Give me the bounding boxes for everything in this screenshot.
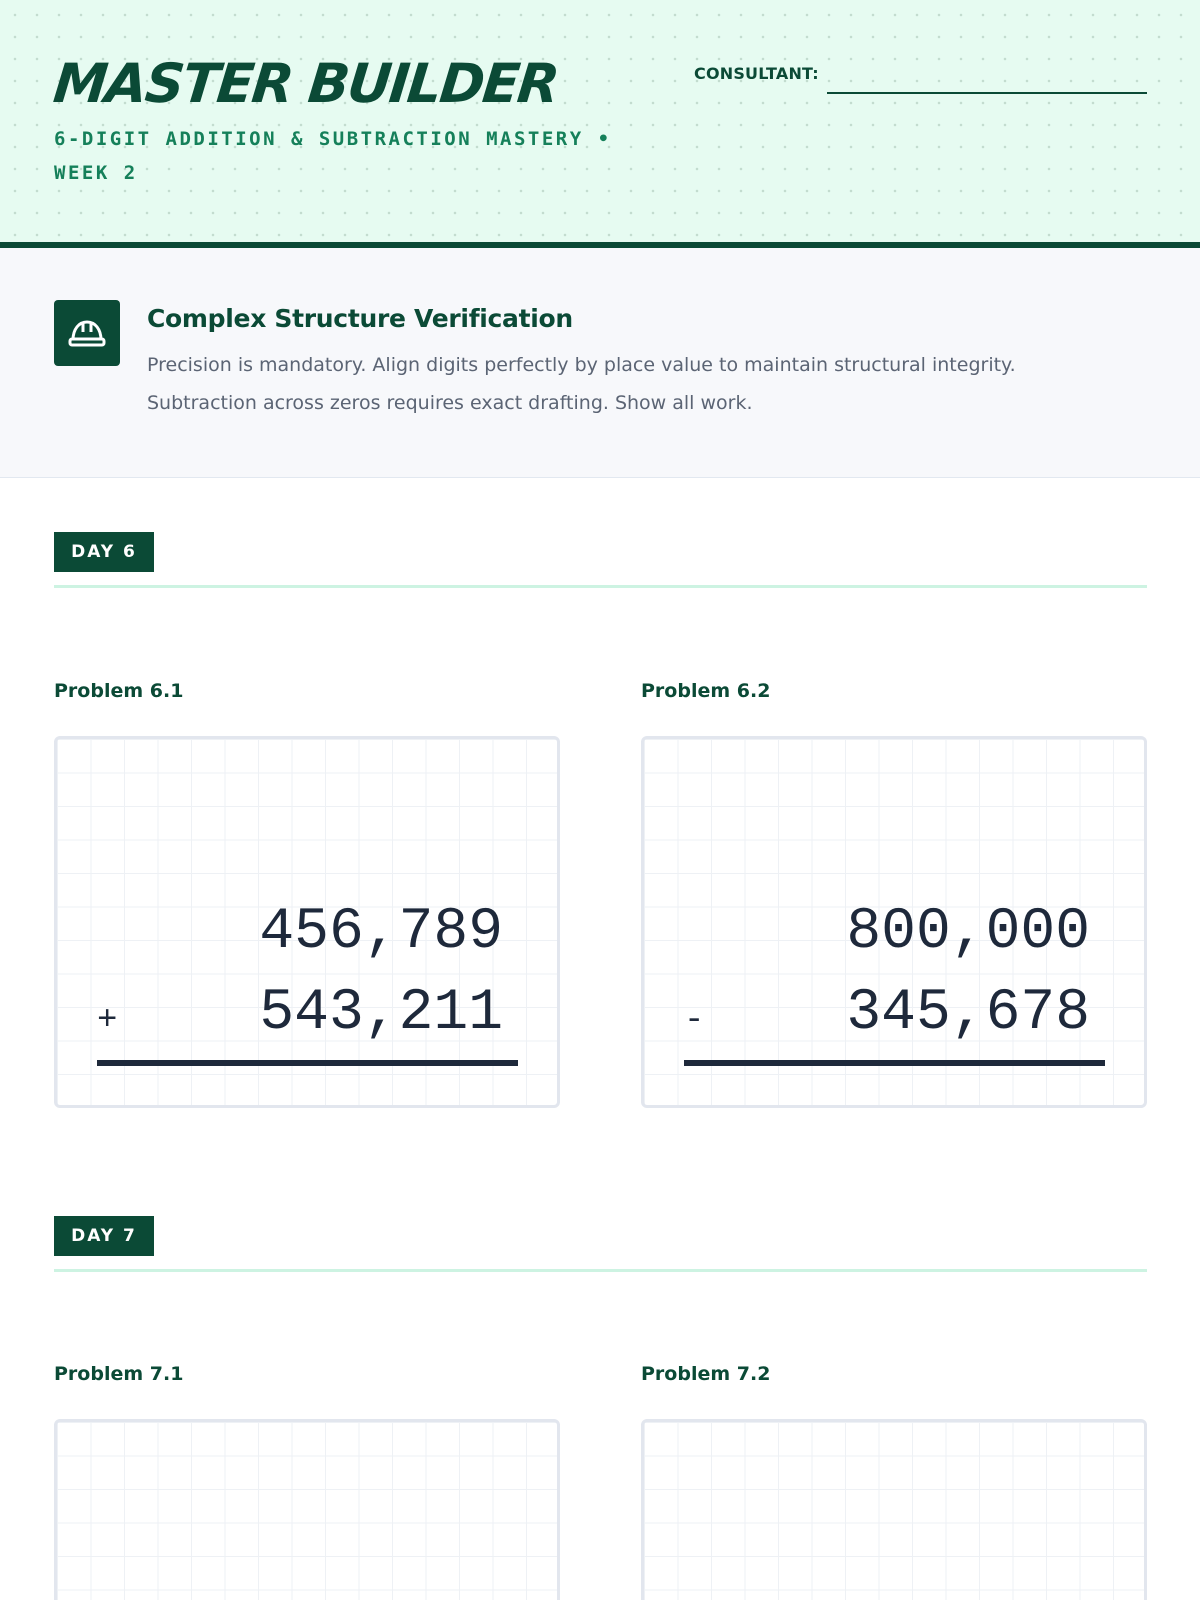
problem-6-2-operator: - <box>684 1002 705 1040</box>
consultant-label: CONSULTANT: <box>694 64 819 83</box>
problem-6-2-answer-line <box>684 1060 1105 1066</box>
problem-6-1-bottom-number: 543,211 <box>259 981 503 1046</box>
consultant-name-line[interactable] <box>827 92 1147 94</box>
problem-6-1-workspace[interactable] <box>54 736 560 1108</box>
problem-6-1-operator: + <box>97 1002 118 1040</box>
problem-7-2-workspace[interactable] <box>641 1419 1147 1600</box>
day-7-divider <box>54 1269 1147 1272</box>
hard-hat-icon-graphic <box>68 318 106 348</box>
problem-6-1-answer-line <box>97 1060 518 1066</box>
problem-6-2-label: Problem 6.2 <box>641 680 771 702</box>
day-7-badge: DAY 7 <box>54 1216 154 1256</box>
day-6-divider <box>54 585 1147 588</box>
problem-7-2-label: Problem 7.2 <box>641 1363 771 1385</box>
instructions-panel <box>0 248 1200 478</box>
problem-6-2-bottom-number: 345,678 <box>846 981 1090 1046</box>
page-title: MASTER BUILDER <box>50 52 561 115</box>
page-subtitle: 6-DIGIT ADDITION & SUBTRACTION MASTERY • WEEK 2 <box>54 128 612 184</box>
problem-6-1-label: Problem 6.1 <box>54 680 184 702</box>
instructions-heading: Complex Structure Verification <box>147 304 573 333</box>
day-6-badge: DAY 6 <box>54 532 154 572</box>
problem-6-2-top-number: 800,000 <box>846 900 1090 965</box>
instructions-text: Precision is mandatory. Align digits perfectly by place value to maintain structural integrity. Subtraction across zeros requires exact drafting. Show all work. <box>147 354 1016 414</box>
problem-7-1-workspace[interactable] <box>54 1419 560 1600</box>
problem-6-1-top-number: 456,789 <box>259 900 503 965</box>
problem-6-2-workspace[interactable] <box>641 736 1147 1108</box>
problem-7-1-label: Problem 7.1 <box>54 1363 184 1385</box>
header <box>0 0 1200 248</box>
hard-hat-icon <box>54 300 120 366</box>
